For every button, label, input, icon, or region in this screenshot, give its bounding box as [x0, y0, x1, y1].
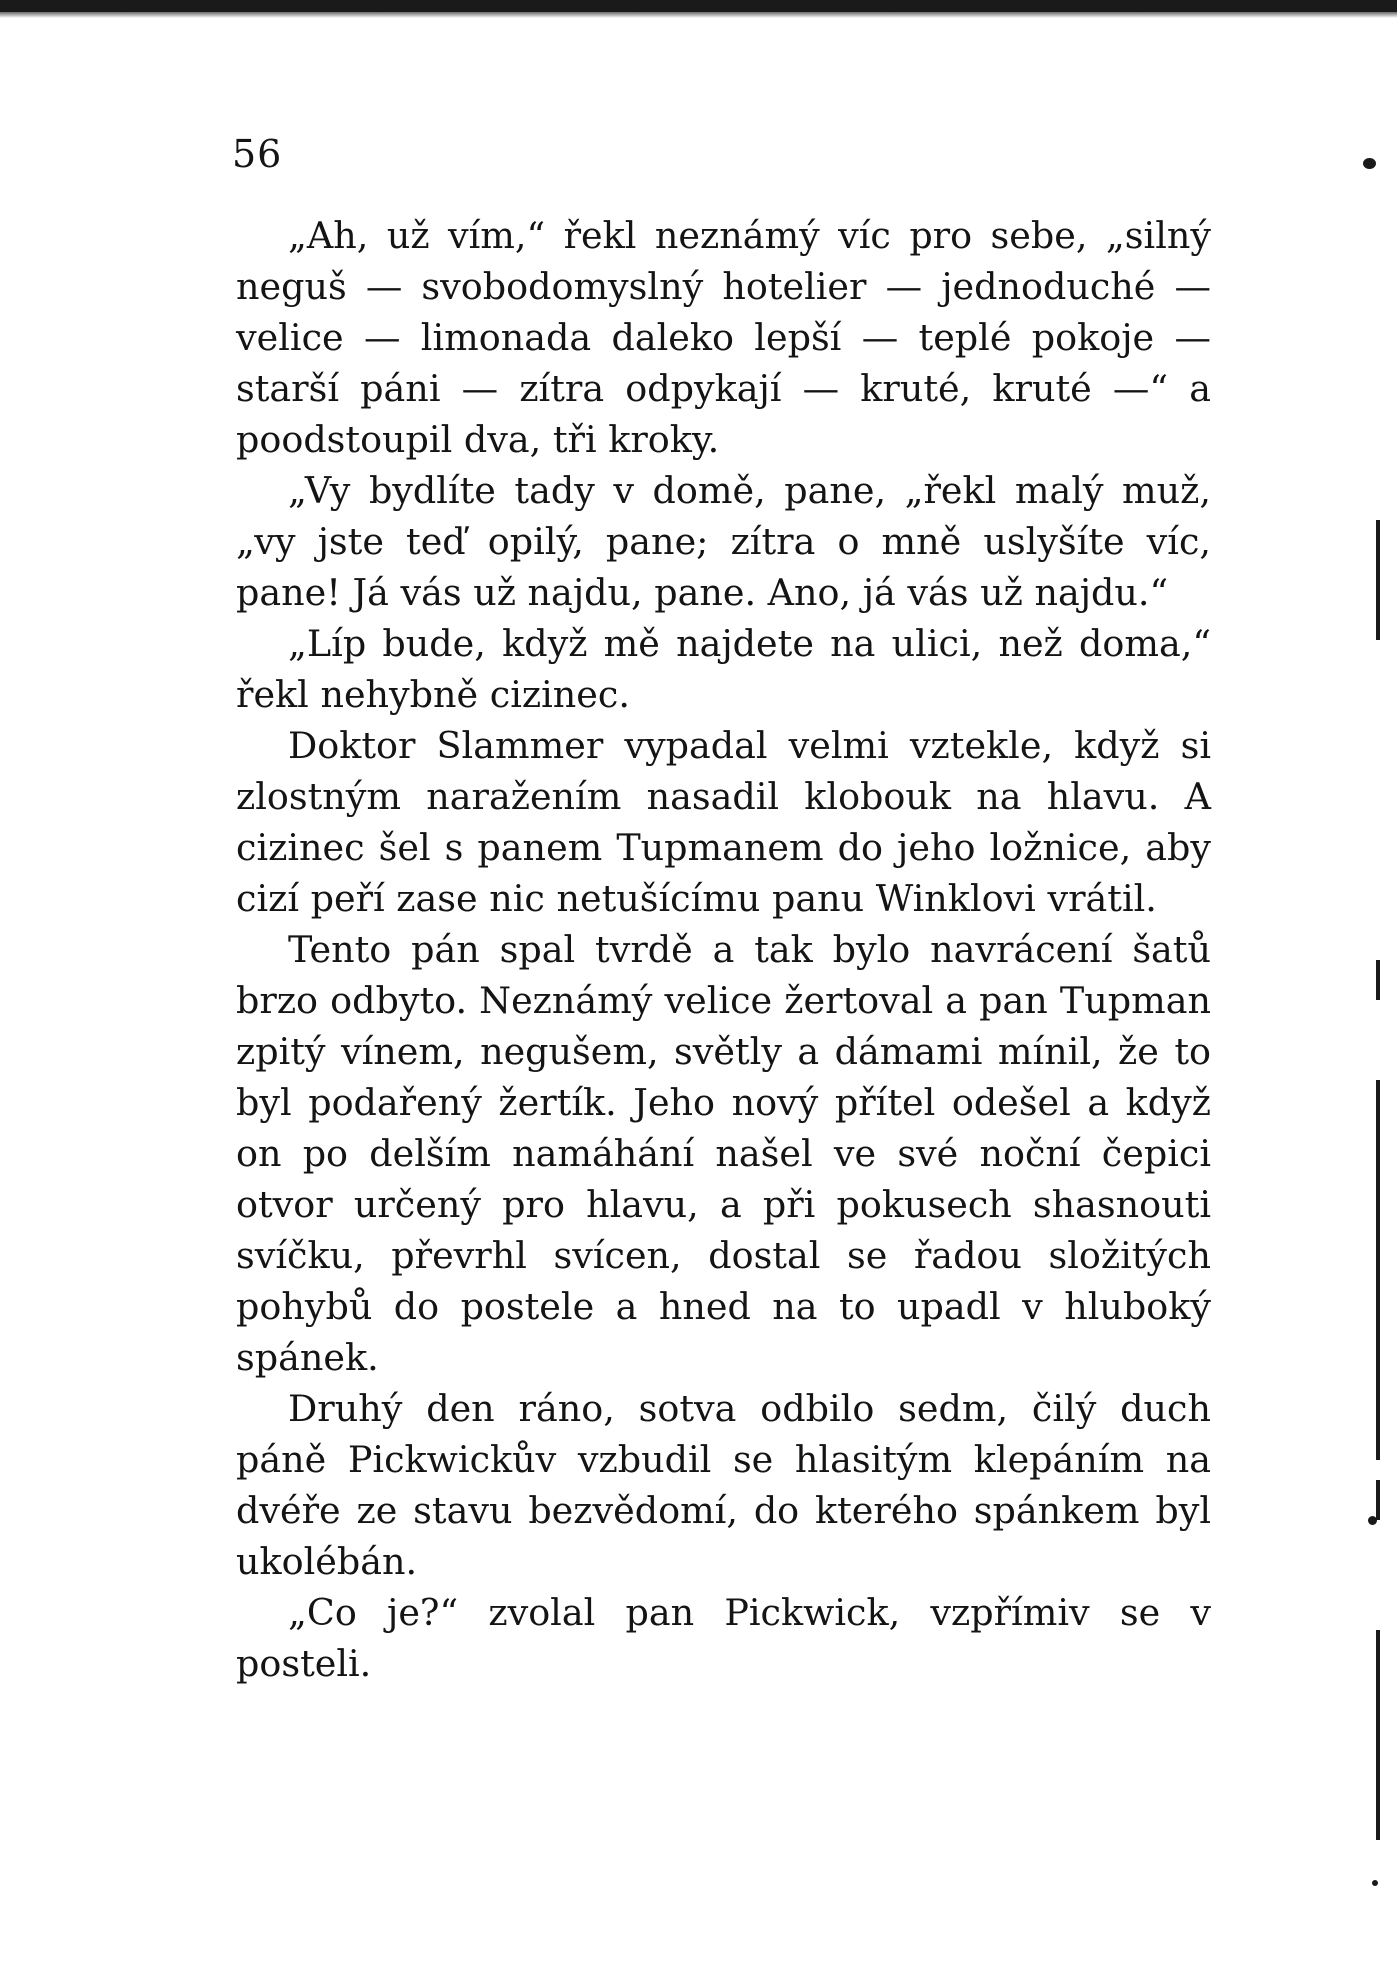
paragraph: Doktor Slammer vypadal velmi vztekle, když si zlostným naražením nasadil klobouk na hlavu. A cizinec šel s panem Tupmanem do jeho ložnice, aby cizí peří zase nic netušícímu panu Winklovi vrátil.	[236, 724, 1211, 920]
paragraph: „Vy bydlíte tady v domě, pane, „řekl malý muž, „vy jste teď opilý, pane; zítra o mně uslyšíte víc, pane! Já vás už najdu, pane. Ano, já vás už najdu.“	[236, 469, 1211, 614]
paragraph: „Co je?“ zvolal pan Pickwick, vzpřímiv se v posteli.	[236, 1591, 1211, 1685]
scan-top-edge	[0, 0, 1397, 12]
page-number: 56	[232, 132, 283, 176]
body-text	[236, 210, 1211, 1689]
scan-right-rule	[1376, 1630, 1380, 1840]
scan-right-rule	[1376, 520, 1380, 640]
scan-speck	[1363, 158, 1376, 169]
scan-right-rule	[1376, 1480, 1380, 1520]
scan-speck	[1368, 1516, 1377, 1525]
scan-right-rule	[1376, 960, 1380, 1000]
paragraph: Druhý den ráno, sotva odbilo sedm, čilý duch páně Pickwickův vzbudil se hlasitým klepáním na dvéře ze stavu bezvědomí, do kterého spánkem byl ukolébán.	[236, 1387, 1211, 1583]
paragraph: „Ah, už vím,“ řekl neznámý víc pro sebe, „silný neguš — svobodomyslný hotelier — jednoduché — velice — limonada daleko lepší — teplé pokoje — starší páni — zítra odpykají — kruté, kruté —“ a poodstoupil dva, tři kroky.	[236, 214, 1211, 461]
paragraph: Tento pán spal tvrdě a tak bylo navrácení šatů brzo odbyto. Neznámý velice žertoval a pan Tupman zpitý vínem, negušem, světly a dámami mínil, že to byl podařený žertík. Jeho nový přítel odešel a když on po delším namáhání našel ve své noční čepici otvor určený pro hlavu, a při pokusech shasnouti svíčku, převrhl svícen, dostal se řadou složitých pohybů do postele a hned na to upadl v hluboký spánek.	[236, 928, 1211, 1379]
scan-right-rule	[1376, 1080, 1380, 1460]
paragraph: „Líp bude, když mě najdete na ulici, než doma,“ řekl nehybně cizinec.	[236, 622, 1211, 716]
scan-speck	[1372, 1880, 1378, 1886]
scan-top-edge-shadow	[0, 12, 1397, 18]
